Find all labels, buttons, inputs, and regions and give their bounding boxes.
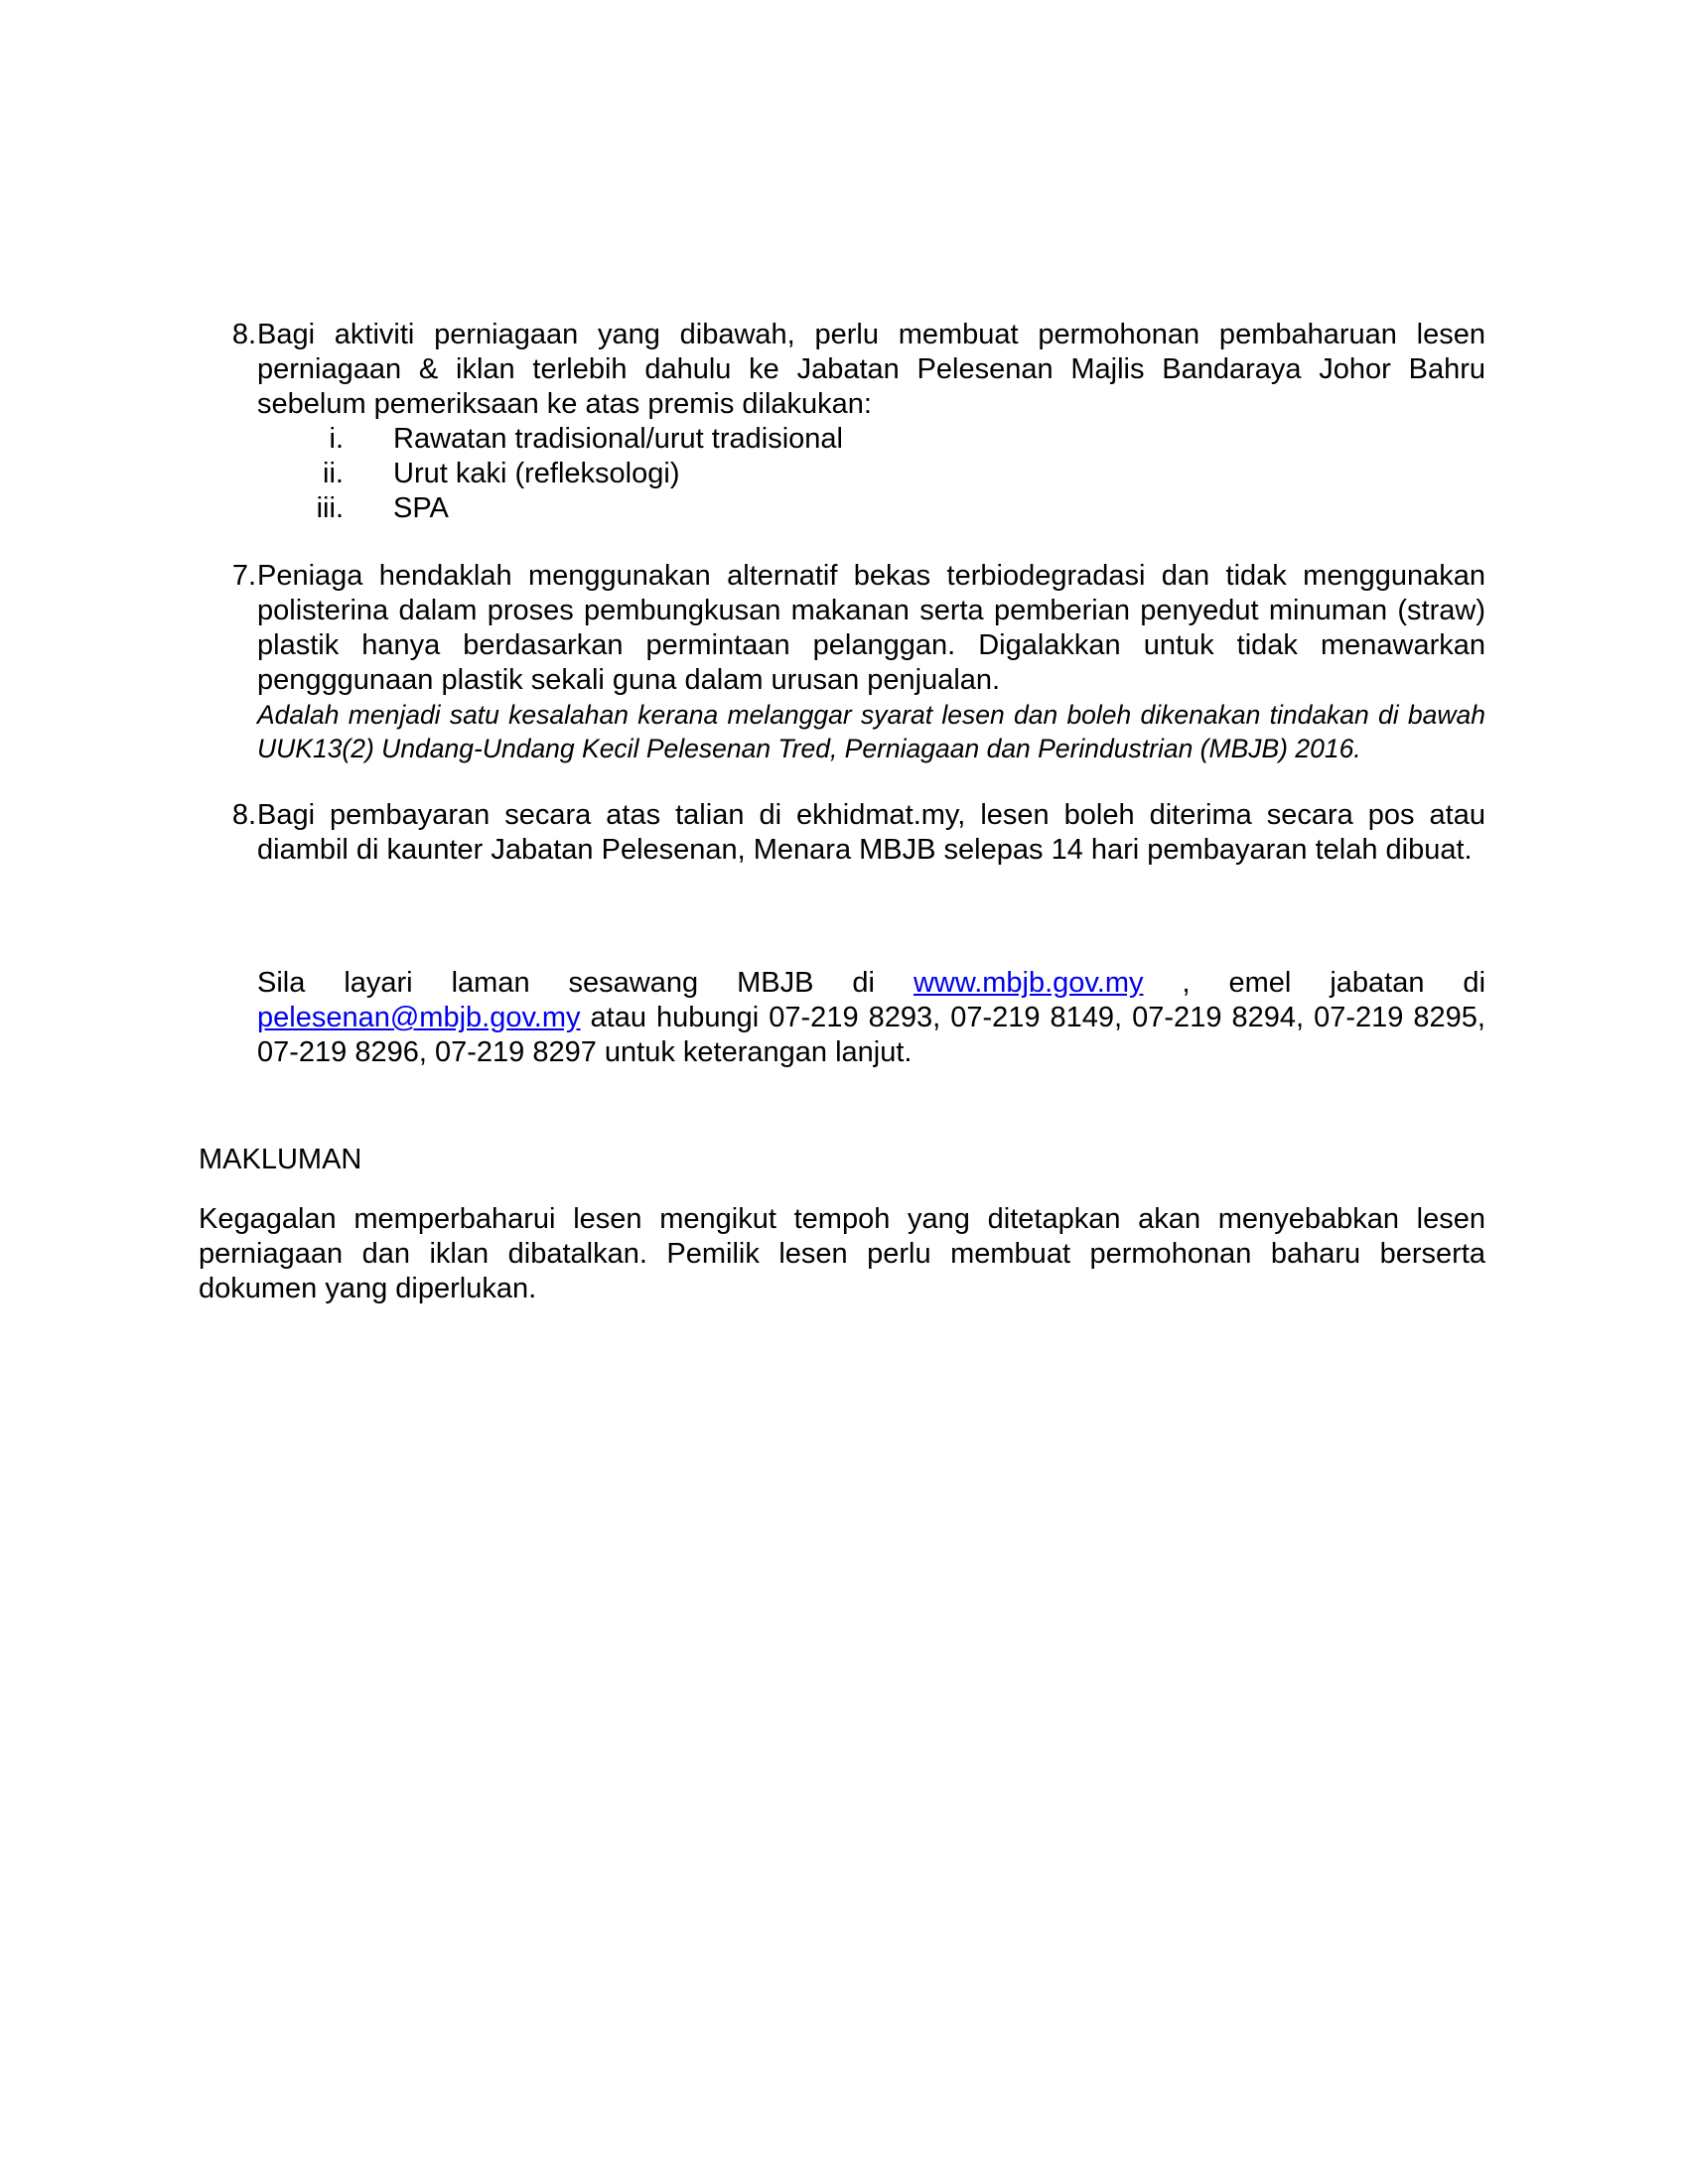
sublist-item-text: Rawatan tradisional/urut tradisional: [393, 423, 843, 455]
contact-suffix: atau hubungi 07-219 8293, 07-219 8149, 07-219 8294, 07-219 8295, 07-219 8296, 07-219 8297 untuk keterangan lanjut.: [257, 1002, 1485, 1068]
list-item-number: 8.: [231, 799, 256, 831]
sublist-item-number: i.: [329, 423, 344, 455]
contact-paragraph: [257, 966, 1485, 1070]
list-item-text: Bagi pembayaran secara atas talian di ekhidmat.my, lesen boleh diterima secara pos atau diambil di kaunter Jabatan Pelesenan, Menara MBJB selepas 14 hari pembayaran telah dibuat.: [257, 799, 1485, 866]
email-link[interactable]: pelesenan@mbjb.gov.my: [257, 1002, 581, 1033]
contact-prefix: Sila layari laman sesawang MBJB di: [257, 967, 914, 999]
legal-note: Adalah menjadi satu kesalahan kerana melanggar syarat lesen dan boleh dikenakan tindakan di bawah UUK13(2) Undang-Undang Kecil Pelesenan Tred, Perniagaan dan Perindustrian (MBJB) 2016.: [257, 700, 1485, 763]
sublist-item-number: iii.: [316, 492, 344, 524]
contact-middle: , emel jabatan di: [1143, 967, 1486, 999]
sublist-item-text: SPA: [393, 492, 449, 524]
list-item-text: Bagi aktiviti perniagaan yang dibawah, perlu membuat permohonan pembaharuan lesen perniagaan & iklan terlebih dahulu ke Jabatan Pelesenan Majlis Bandaraya Johor Bahru sebelum pemeriksaan ke atas premis dilakukan:: [257, 319, 1485, 420]
list-item: [199, 318, 1485, 526]
sublist: [257, 422, 1485, 526]
list-item: [199, 798, 1485, 868]
list-item-text: Peniaga hendaklah menggunakan alternatif bekas terbiodegradasi dan tidak menggunakan polisterina dalam proses pembungkusan makanan serta pemberian penyedut minuman (straw) plastik hanya berdasarkan permintaan pelanggan. Digalakkan untuk tidak menawarkan pengggunaan plastik sekali guna dalam urusan penjualan.: [257, 560, 1485, 696]
list-item-number: 7.: [231, 560, 256, 592]
sublist-item: [257, 457, 1485, 491]
notice-heading: MAKLUMAN: [199, 1144, 362, 1175]
list-item: [199, 559, 1485, 765]
list-item-number: 8.: [231, 319, 256, 350]
sublist-item: [257, 422, 1485, 457]
sublist-item: [257, 491, 1485, 526]
website-link[interactable]: www.mbjb.gov.my: [913, 967, 1144, 999]
sublist-item-text: Urut kaki (refleksologi): [393, 458, 680, 489]
notice-text: Kegagalan memperbaharui lesen mengikut tempoh yang ditetapkan akan menyebabkan lesen perniagaan dan iklan dibatalkan. Pemilik lesen perlu membuat permohonan baharu berserta dokumen yang diperlukan.: [199, 1203, 1485, 1304]
sublist-item-number: ii.: [323, 458, 344, 489]
